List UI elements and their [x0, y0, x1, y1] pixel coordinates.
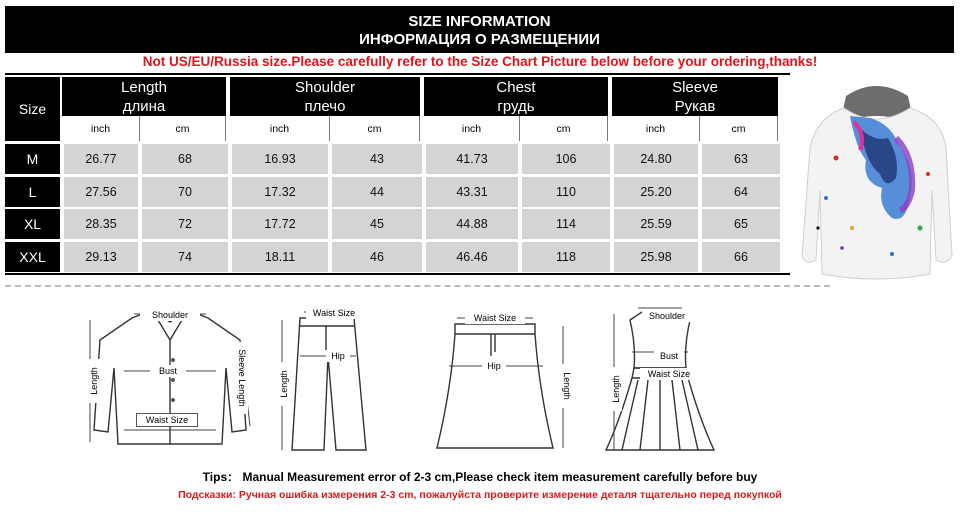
unit-label: inch — [62, 116, 140, 141]
column-header-ru: плечо — [304, 97, 346, 115]
column-header-ru: длина — [122, 97, 166, 115]
size-label: M — [5, 144, 60, 174]
pants-hip-label: Hip — [326, 350, 350, 362]
table-cell: 74 — [142, 242, 228, 272]
table-cell: 16.93 — [232, 144, 328, 174]
hoodie-product-image — [796, 78, 956, 283]
table-cell: 114 — [522, 209, 610, 239]
table-cell: 25.98 — [614, 242, 698, 272]
table-cell: 110 — [522, 177, 610, 207]
title-en: SIZE INFORMATION — [408, 13, 551, 30]
dress-shoulder-label: Shoulder — [642, 310, 692, 322]
table-cell: 28.35 — [64, 209, 138, 239]
unit-label: inch — [612, 116, 700, 141]
table-cell: 118 — [522, 242, 610, 272]
table-cell: 25.59 — [614, 209, 698, 239]
table-cell: 18.11 — [232, 242, 328, 272]
table-cell: 24.80 — [614, 144, 698, 174]
table-cell: 65 — [702, 209, 780, 239]
column-header — [62, 77, 226, 116]
table-cell: 70 — [142, 177, 228, 207]
column-header-en: Shoulder — [294, 78, 356, 96]
shirt-waist-label: Waist Size — [136, 413, 198, 427]
unit-label: cm — [520, 116, 608, 141]
dress-bust-label: Bust — [654, 350, 684, 362]
shirt-shoulder-label: Shoulder — [140, 309, 200, 321]
column-header-en: Chest — [496, 78, 536, 96]
size-header: Size — [5, 77, 60, 141]
dress-length-label: Length — [610, 367, 622, 411]
unit-label: cm — [140, 116, 226, 141]
size-notice: Not US/EU/Russia size.Please carefully refer to the Size Chart Picture below before your ordering,thanks! — [142, 54, 818, 69]
title-banner — [5, 6, 954, 53]
table-cell: 68 — [142, 144, 228, 174]
column-header-ru: Рукав — [674, 97, 716, 115]
column-header-en: Sleeve — [672, 78, 718, 96]
table-cell: 72 — [142, 209, 228, 239]
table-cell: 64 — [702, 177, 780, 207]
table-cell: 44 — [332, 177, 422, 207]
shirt-bust-label: Bust — [150, 365, 186, 377]
skirt-diagram — [425, 300, 575, 460]
tips-ru: Подсказки: Ручная ошибка измерения 2-3 cm, пожалуйста проверите измерение деталя тщательно перед покупкой — [178, 489, 782, 501]
column-header-ru: грудь — [497, 97, 535, 115]
skirt-length-label: Length — [561, 364, 573, 408]
column-header — [612, 77, 778, 116]
table-cell: 46 — [332, 242, 422, 272]
table-cell: 66 — [702, 242, 780, 272]
table-top-rule — [5, 73, 790, 75]
table-cell: 41.73 — [426, 144, 518, 174]
table-cell: 25.20 — [614, 177, 698, 207]
table-cell: 45 — [332, 209, 422, 239]
pants-length-label: Length — [278, 362, 290, 406]
column-header — [424, 77, 608, 116]
table-cell: 29.13 — [64, 242, 138, 272]
table-cell: 106 — [522, 144, 610, 174]
table-bottom-rule — [5, 273, 790, 275]
table-cell: 46.46 — [426, 242, 518, 272]
table-cell: 27.56 — [64, 177, 138, 207]
size-label: XL — [5, 209, 60, 239]
title-ru: ИНФОРМАЦИЯ О РАЗМЕЩЕНИИ — [359, 31, 600, 48]
unit-label: cm — [330, 116, 420, 141]
skirt-hip-label: Hip — [482, 360, 506, 372]
skirt-waist-label: Waist Size — [465, 312, 525, 324]
dress-waist-label: Waist Size — [640, 368, 698, 380]
unit-label: inch — [424, 116, 520, 141]
shirt-diagram — [80, 300, 260, 460]
column-header-en: Length — [121, 78, 167, 96]
table-cell: 17.32 — [232, 177, 328, 207]
table-cell: 43.31 — [426, 177, 518, 207]
table-cell: 43 — [332, 144, 422, 174]
table-cell: 44.88 — [426, 209, 518, 239]
unit-label: inch — [230, 116, 330, 141]
size-label: L — [5, 177, 60, 207]
table-cell: 63 — [702, 144, 780, 174]
table-cell: 17.72 — [232, 209, 328, 239]
pants-waist-label: Waist Size — [306, 307, 362, 319]
shirt-length-label: Length — [88, 359, 100, 403]
unit-label: cm — [700, 116, 778, 141]
shirt-sleeve-label: Sleeve Length — [236, 342, 248, 414]
size-label: XXL — [5, 242, 60, 272]
section-divider — [5, 285, 830, 287]
column-header — [230, 77, 420, 116]
tips-en: Tips： Manual Measurement error of 2-3 cm,Please check item measurement carefully before buy — [202, 470, 758, 484]
table-cell: 26.77 — [64, 144, 138, 174]
